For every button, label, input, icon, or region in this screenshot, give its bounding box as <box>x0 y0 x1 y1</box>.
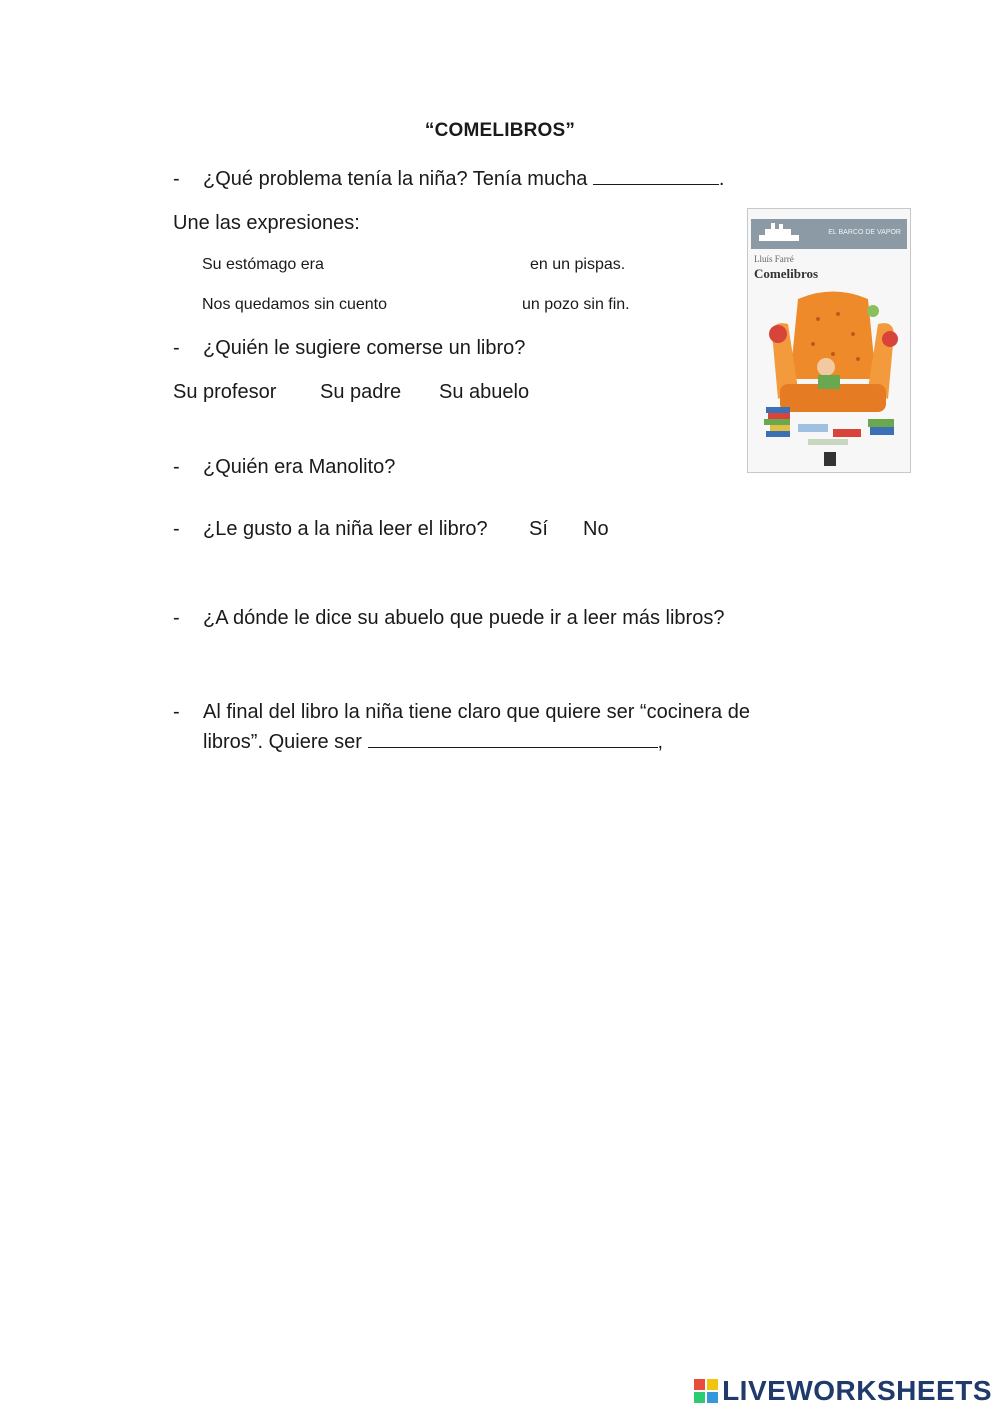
match-heading: Une las expresiones: <box>173 212 360 234</box>
question-4-text: ¿Le gusto a la niña leer el libro? <box>203 518 488 540</box>
question-3-text: ¿Quién era Manolito? <box>203 456 396 478</box>
match-left-1[interactable]: Su estómago era <box>202 256 324 273</box>
option-si[interactable]: Sí <box>529 518 548 540</box>
question-6-end: , <box>657 731 664 753</box>
question-6-text: libros”. Quiere ser <box>203 731 362 753</box>
bullet-dash: - <box>173 701 180 723</box>
bullet-dash: - <box>173 168 180 190</box>
match-left-2[interactable]: Nos quedamos sin cuento <box>202 296 387 313</box>
cover-series-text: EL BARCO DE VAPOR <box>828 229 901 236</box>
question-5-text: ¿A dónde le dice su abuelo que puede ir a leer más libros? <box>203 607 725 629</box>
steamboat-icon <box>757 221 801 243</box>
liveworksheets-brand <box>694 1375 992 1407</box>
bullet-dash: - <box>173 456 180 478</box>
answer-blank-1[interactable] <box>593 164 719 185</box>
option-no[interactable]: No <box>583 518 609 540</box>
option-su-profesor[interactable]: Su profesor <box>173 381 277 403</box>
cover-title: Comelibros <box>754 266 819 281</box>
publisher-logo <box>824 452 836 466</box>
option-su-padre[interactable]: Su padre <box>320 381 402 403</box>
book-cover-image <box>747 208 911 473</box>
bullet-dash: - <box>173 518 180 540</box>
question-1-text: ¿Qué problema tenía la niña? Tenía mucha <box>203 168 588 190</box>
match-right-1[interactable]: en un pispas. <box>530 256 626 273</box>
worksheet-title: “COMELIBROS” <box>424 120 576 141</box>
question-6-line-1: Al final del libro la niña tiene claro que quiere ser “cocinera de <box>203 701 750 723</box>
bullet-dash: - <box>173 607 180 629</box>
answer-blank-6[interactable] <box>368 727 658 748</box>
match-right-2[interactable]: un pozo sin fin. <box>522 296 630 313</box>
cover-series-band <box>751 219 907 249</box>
question-1-end: . <box>718 168 725 190</box>
brand-text: LIVEWORKSHEETS <box>722 1375 992 1406</box>
option-su-abuelo[interactable]: Su abuelo <box>439 381 530 403</box>
armchair-illustration <box>758 289 908 459</box>
question-1 <box>203 164 724 194</box>
liveworksheets-logo-icon <box>694 1379 718 1403</box>
question-6-line-2 <box>203 727 663 757</box>
bullet-dash: - <box>173 337 180 359</box>
question-2-text: ¿Quién le sugiere comerse un libro? <box>203 337 526 359</box>
cover-author: Lluís Farré <box>754 254 794 264</box>
